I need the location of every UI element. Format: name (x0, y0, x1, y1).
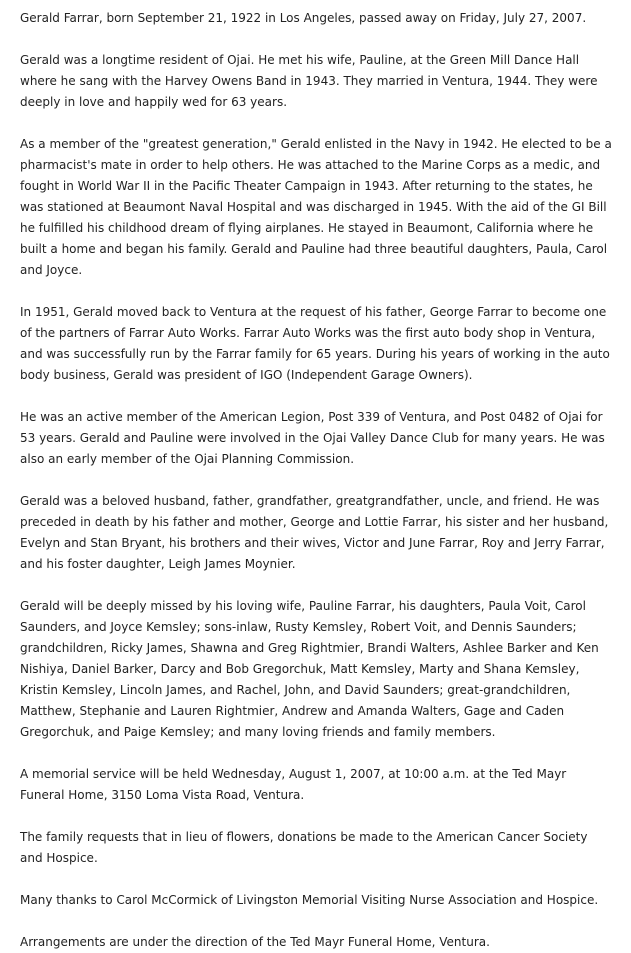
paragraph-survivors: Gerald will be deeply missed by his loving wife, Pauline Farrar, his daughters, Paula Voit, Carol Saunders, and Joyce Kemsley; sons-inlaw, Rusty Kemsley, Robert Voit, and Dennis Saunders; grandchildren, Ricky James, Shawna and Greg Rightmier, Brandi Walters, Ashlee Barker and Ken Nishiya, Daniel Barker, Darcy and Bob Gregorchuk, Matt Kemsley, Marty and Shana Kemsley, Kristin Kemsley, Lincoln James, and Rachel, John, and David Saunders; great-grandchildren, Matthew, Stephanie and Lauren Rightmier, Andrew and Amanda Walters, Gage and Caden Gregorchuk, and Paige Kemsley; and many loving friends and family members. (20, 599, 599, 739)
paragraph-thanks: Many thanks to Carol McCormick of Livingston Memorial Visiting Nurse Association and Hospice. (20, 893, 599, 907)
paragraph-donations: The family requests that in lieu of flowers, donations be made to the American Cancer Society and Hospice. (20, 830, 588, 865)
paragraph-career: In 1951, Gerald moved back to Ventura at the request of his father, George Farrar to become one of the partners of Farrar Auto Works. Farrar Auto Works was the first auto body shop in Ventura, and was successfully run by the Farrar family for 65 years. During his years of working in the auto body business, Gerald was president of IGO (Independent Garage Owners). (20, 305, 610, 382)
paragraph-memberships: He was an active member of the American Legion, Post 339 of Ventura, and Post 0482 of Ojai for 53 years. Gerald and Pauline were involved in the Ojai Valley Dance Club for many years. He was also an early member of the Ojai Planning Commission. (20, 410, 605, 466)
paragraph-memorial-service: A memorial service will be held Wednesday, August 1, 2007, at 10:00 a.m. at the Ted Mayr Funeral Home, 3150 Loma Vista Road, Ventura. (20, 767, 567, 802)
obituary-text (20, 8, 612, 953)
paragraph-marriage: Gerald was a longtime resident of Ojai. He met his wife, Pauline, at the Green Mill Dance Hall where he sang with the Harvey Owens Band in 1943. They married in Ventura, 1944. They were deeply in love and happily wed for 63 years. (20, 53, 598, 109)
paragraph-military-service: As a member of the "greatest generation," Gerald enlisted in the Navy in 1942. He elected to be a pharmacist's mate in order to help others. He was attached to the Marine Corps as a medic, and fought in World War II in the Pacific Theater Campaign in 1943. After returning to the states, he was stationed at Beaumont Naval Hospital and was discharged in 1945. With the aid of the GI Bill he fulfilled his childhood dream of flying airplanes. He stayed in Beaumont, California where he built a home and began his family. Gerald and Pauline had three beautiful daughters, Paula, Carol and Joyce. (20, 137, 612, 277)
paragraph-arrangements: Arrangements are under the direction of the Ted Mayr Funeral Home, Ventura. (20, 935, 490, 949)
paragraph-birth-death: Gerald Farrar, born September 21, 1922 in Los Angeles, passed away on Friday, July 27, 2007. (20, 11, 587, 25)
paragraph-preceded-in-death: Gerald was a beloved husband, father, grandfather, greatgrandfather, uncle, and friend. He was preceded in death by his father and mother, George and Lottie Farrar, his sister and her husband, Evelyn and Stan Bryant, his brothers and their wives, Victor and June Farrar, Roy and Jerry Farrar, and his foster daughter, Leigh James Moynier. (20, 494, 609, 571)
